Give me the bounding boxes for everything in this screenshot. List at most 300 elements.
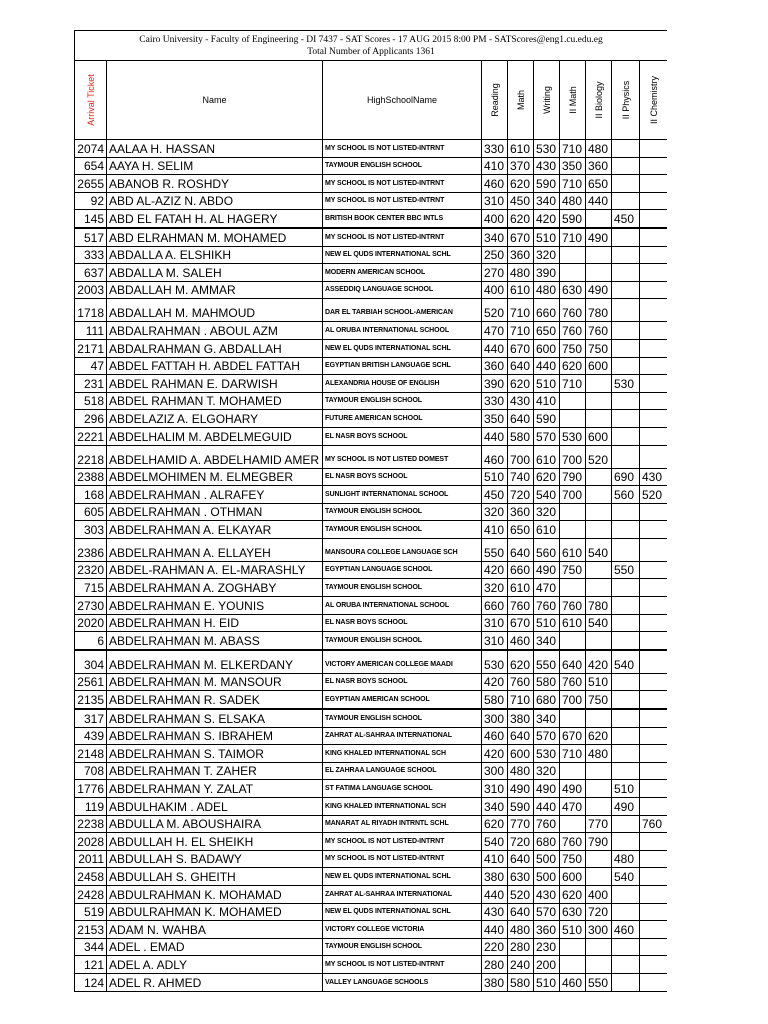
- ticket-cell: 519: [75, 903, 107, 921]
- table-row: [75, 445, 668, 468]
- writing-cell: 660: [534, 299, 560, 322]
- ii-math-cell: 670: [560, 727, 586, 745]
- ii-chemistry-cell: [640, 903, 668, 921]
- table-row: [75, 210, 668, 228]
- ii-biology-cell: 400: [586, 885, 612, 903]
- reading-cell: 340: [482, 228, 508, 246]
- school-cell: MY SCHOOL IS NOT LISTED-INTRNT: [323, 192, 482, 210]
- writing-cell: 760: [534, 597, 560, 615]
- school-cell: SUNLIGHT INTERNATIONAL SCHOOL: [323, 486, 482, 504]
- writing-cell: 760: [534, 815, 560, 833]
- name-cell: ABDALLA A. ELSHIKH: [107, 246, 323, 264]
- ii-chemistry-cell: [640, 392, 668, 410]
- name-cell: ABDULHAKIM . ADEL: [107, 798, 323, 816]
- ii-physics-cell: [612, 503, 640, 521]
- ii-physics-cell: [612, 973, 640, 991]
- table-row: [75, 614, 668, 632]
- math-cell: 620: [508, 375, 534, 393]
- ii-math-cell: 530: [560, 427, 586, 445]
- name-cell: ABDALRAHMAN . ABOUL AZM: [107, 322, 323, 340]
- name-cell: ABDULLAH S. BADAWY: [107, 850, 323, 868]
- math-cell: 670: [508, 228, 534, 246]
- reading-cell: 470: [482, 322, 508, 340]
- ticket-cell: 439: [75, 727, 107, 745]
- writing-cell: 320: [534, 762, 560, 780]
- school-cell: KING KHALED INTERNATIONAL SCH: [323, 798, 482, 816]
- ii-biology-cell: 490: [586, 281, 612, 299]
- table-row: [75, 973, 668, 991]
- table-row: [75, 357, 668, 375]
- ii-math-cell: 700: [560, 486, 586, 504]
- ii-chemistry-cell: [640, 938, 668, 956]
- ii-chemistry-cell: [640, 614, 668, 632]
- table-row: [75, 815, 668, 833]
- school-cell: MY SCHOOL IS NOT LISTED-INTRNT: [323, 850, 482, 868]
- ii-biology-cell: [586, 410, 612, 428]
- math-cell: 480: [508, 762, 534, 780]
- ii-biology-cell: [586, 246, 612, 264]
- ii-biology-cell: 770: [586, 815, 612, 833]
- school-cell: ST FATIMA LANGUAGE SCHOOL: [323, 780, 482, 798]
- ii-physics-cell: 690: [612, 468, 640, 486]
- table-row: [75, 632, 668, 650]
- col-ii-biology: II Biology: [586, 61, 612, 140]
- reading-cell: 360: [482, 357, 508, 375]
- ticket-cell: 303: [75, 521, 107, 539]
- ii-math-cell: [560, 709, 586, 727]
- name-cell: ABDEL RAHMAN E. DARWISH: [107, 375, 323, 393]
- ii-chemistry-cell: 760: [640, 815, 668, 833]
- table-row: [75, 175, 668, 193]
- ii-chemistry-cell: [640, 727, 668, 745]
- writing-cell: 620: [534, 468, 560, 486]
- ii-chemistry-cell: [640, 597, 668, 615]
- ii-chemistry-cell: [640, 691, 668, 709]
- ii-biology-cell: 300: [586, 921, 612, 939]
- ii-math-cell: [560, 632, 586, 650]
- name-cell: ABDULLAH S. GHEITH: [107, 868, 323, 886]
- writing-cell: 470: [534, 579, 560, 597]
- ii-biology-cell: [586, 486, 612, 504]
- math-cell: 590: [508, 798, 534, 816]
- school-cell: AL ORUBA INTERNATIONAL SCHOOL: [323, 322, 482, 340]
- ii-chemistry-cell: [640, 228, 668, 246]
- ticket-cell: 2003: [75, 281, 107, 299]
- ticket-cell: 121: [75, 956, 107, 974]
- ticket-cell: 2730: [75, 597, 107, 615]
- name-cell: ABDELRAHMAN R. SADEK: [107, 691, 323, 709]
- ii-biology-cell: 750: [586, 339, 612, 357]
- ii-biology-cell: 620: [586, 727, 612, 745]
- ii-physics-cell: 480: [612, 850, 640, 868]
- reading-cell: 280: [482, 956, 508, 974]
- ii-biology-cell: [586, 956, 612, 974]
- report-title: [75, 31, 668, 61]
- reading-cell: 440: [482, 427, 508, 445]
- writing-cell: 600: [534, 339, 560, 357]
- ticket-cell: 119: [75, 798, 107, 816]
- math-cell: 650: [508, 521, 534, 539]
- ticket-cell: 47: [75, 357, 107, 375]
- ii-chemistry-cell: [640, 709, 668, 727]
- reading-cell: 550: [482, 538, 508, 561]
- reading-cell: 340: [482, 798, 508, 816]
- school-cell: EL NASR BOYS SCHOOL: [323, 468, 482, 486]
- name-cell: AALAA H. HASSAN: [107, 140, 323, 158]
- name-cell: ABDULRAHMAN K. MOHAMED: [107, 903, 323, 921]
- reading-cell: 620: [482, 815, 508, 833]
- ii-chemistry-cell: [640, 339, 668, 357]
- table-row: [75, 228, 668, 246]
- writing-cell: 490: [534, 780, 560, 798]
- writing-cell: 420: [534, 210, 560, 228]
- ii-math-cell: [560, 410, 586, 428]
- ii-biology-cell: [586, 521, 612, 539]
- table-row: [75, 299, 668, 322]
- ii-math-cell: [560, 264, 586, 282]
- ii-biology-cell: 420: [586, 650, 612, 674]
- ii-chemistry-cell: [640, 850, 668, 868]
- ii-biology-cell: [586, 709, 612, 727]
- name-cell: ADEL R. AHMED: [107, 973, 323, 991]
- ii-chemistry-cell: [640, 762, 668, 780]
- writing-cell: 530: [534, 140, 560, 158]
- writing-cell: 510: [534, 375, 560, 393]
- ii-biology-cell: [586, 579, 612, 597]
- name-cell: ABDULLAH H. EL SHEIKH: [107, 833, 323, 851]
- writing-cell: 550: [534, 650, 560, 674]
- ticket-cell: 2238: [75, 815, 107, 833]
- reading-cell: 440: [482, 339, 508, 357]
- ii-physics-cell: [612, 299, 640, 322]
- writing-cell: 230: [534, 938, 560, 956]
- scores-table: [74, 30, 667, 992]
- ii-chemistry-cell: [640, 780, 668, 798]
- math-cell: 460: [508, 632, 534, 650]
- ticket-cell: 2320: [75, 561, 107, 579]
- ii-physics-cell: [612, 392, 640, 410]
- school-cell: MY SCHOOL IS NOT LISTED-INTRNT: [323, 228, 482, 246]
- reading-cell: 320: [482, 503, 508, 521]
- ii-physics-cell: [612, 228, 640, 246]
- reading-cell: 220: [482, 938, 508, 956]
- column-header-row: [75, 61, 668, 140]
- ii-biology-cell: 440: [586, 192, 612, 210]
- reading-cell: 420: [482, 673, 508, 691]
- name-cell: ABDALLAH M. AMMAR: [107, 281, 323, 299]
- ii-chemistry-cell: [640, 650, 668, 674]
- math-cell: 600: [508, 745, 534, 763]
- ii-math-cell: [560, 579, 586, 597]
- ii-chemistry-cell: 520: [640, 486, 668, 504]
- ii-physics-cell: [612, 175, 640, 193]
- ii-physics-cell: [612, 281, 640, 299]
- writing-cell: 490: [534, 561, 560, 579]
- ii-biology-cell: 600: [586, 427, 612, 445]
- school-cell: NEW EL QUDS INTERNATIONAL SCHL: [323, 246, 482, 264]
- math-cell: 620: [508, 175, 534, 193]
- name-cell: ADAM N. WAHBA: [107, 921, 323, 939]
- ii-math-cell: 620: [560, 357, 586, 375]
- col-writing: Writing: [534, 61, 560, 140]
- school-cell: DAR EL TARBIAH SCHOOL-AMERICAN: [323, 299, 482, 322]
- table-row: [75, 264, 668, 282]
- ticket-cell: 1718: [75, 299, 107, 322]
- ii-math-cell: 630: [560, 281, 586, 299]
- math-cell: 670: [508, 339, 534, 357]
- ii-biology-cell: [586, 798, 612, 816]
- table-row: [75, 597, 668, 615]
- name-cell: ABDELRAHMAN . OTHMAN: [107, 503, 323, 521]
- ticket-cell: 2020: [75, 614, 107, 632]
- name-cell: ABDELRAHMAN H. EID: [107, 614, 323, 632]
- math-cell: 370: [508, 157, 534, 175]
- ii-biology-cell: [586, 264, 612, 282]
- ticket-cell: 2074: [75, 140, 107, 158]
- school-cell: AL ORUBA INTERNATIONAL SCHOOL: [323, 597, 482, 615]
- ii-math-cell: [560, 815, 586, 833]
- ii-math-cell: 710: [560, 175, 586, 193]
- math-cell: 610: [508, 140, 534, 158]
- ii-physics-cell: [612, 357, 640, 375]
- ii-physics-cell: [612, 246, 640, 264]
- ii-chemistry-cell: [640, 357, 668, 375]
- school-cell: MY SCHOOL IS NOT LISTED-INTRNT: [323, 833, 482, 851]
- math-cell: 630: [508, 868, 534, 886]
- table-row: [75, 745, 668, 763]
- ii-biology-cell: [586, 375, 612, 393]
- ii-math-cell: 600: [560, 868, 586, 886]
- ii-chemistry-cell: [640, 140, 668, 158]
- table-row: [75, 921, 668, 939]
- ii-chemistry-cell: [640, 521, 668, 539]
- table-row: [75, 833, 668, 851]
- math-cell: 760: [508, 673, 534, 691]
- writing-cell: 360: [534, 921, 560, 939]
- school-cell: ALEXANDRIA HOUSE OF ENGLISH: [323, 375, 482, 393]
- ticket-cell: 2428: [75, 885, 107, 903]
- ii-chemistry-cell: [640, 561, 668, 579]
- name-cell: ABDELRAHMAN Y. ZALAT: [107, 780, 323, 798]
- reading-cell: 530: [482, 650, 508, 674]
- writing-cell: 610: [534, 445, 560, 468]
- writing-cell: 680: [534, 691, 560, 709]
- writing-cell: 570: [534, 427, 560, 445]
- ii-chemistry-cell: [640, 632, 668, 650]
- col-arrival-ticket: Arrival Ticket: [75, 61, 107, 140]
- ii-chemistry-cell: [640, 445, 668, 468]
- table-row: [75, 410, 668, 428]
- reading-cell: 300: [482, 709, 508, 727]
- ii-math-cell: 350: [560, 157, 586, 175]
- ticket-cell: 333: [75, 246, 107, 264]
- ii-chemistry-cell: [640, 410, 668, 428]
- ii-math-cell: 760: [560, 322, 586, 340]
- ii-math-cell: 710: [560, 140, 586, 158]
- ii-biology-cell: [586, 780, 612, 798]
- ii-physics-cell: [612, 427, 640, 445]
- ii-physics-cell: [612, 192, 640, 210]
- ii-physics-cell: [612, 579, 640, 597]
- ticket-cell: 715: [75, 579, 107, 597]
- writing-cell: 200: [534, 956, 560, 974]
- table-row: [75, 375, 668, 393]
- school-cell: TAYMOUR ENGLISH SCHOOL: [323, 521, 482, 539]
- ii-math-cell: [560, 392, 586, 410]
- ii-physics-cell: [612, 762, 640, 780]
- ii-biology-cell: 540: [586, 538, 612, 561]
- ii-math-cell: 760: [560, 833, 586, 851]
- table-row: [75, 850, 668, 868]
- ii-physics-cell: [612, 339, 640, 357]
- ii-physics-cell: [612, 938, 640, 956]
- ii-physics-cell: [612, 903, 640, 921]
- ii-chemistry-cell: [640, 579, 668, 597]
- ii-chemistry-cell: [640, 192, 668, 210]
- reading-cell: 460: [482, 175, 508, 193]
- ii-physics-cell: [612, 673, 640, 691]
- name-cell: ABDALLA M. SALEH: [107, 264, 323, 282]
- ii-chemistry-cell: [640, 503, 668, 521]
- math-cell: 380: [508, 709, 534, 727]
- name-cell: ABDALLAH M. MAHMOUD: [107, 299, 323, 322]
- ticket-cell: 6: [75, 632, 107, 650]
- writing-cell: 340: [534, 632, 560, 650]
- name-cell: AAYA H. SELIM: [107, 157, 323, 175]
- writing-cell: 320: [534, 246, 560, 264]
- table-row: [75, 727, 668, 745]
- reading-cell: 450: [482, 486, 508, 504]
- math-cell: 360: [508, 246, 534, 264]
- ticket-cell: 1776: [75, 780, 107, 798]
- table-row: [75, 650, 668, 674]
- name-cell: ABDELHALIM M. ABDELMEGUID: [107, 427, 323, 445]
- reading-cell: 420: [482, 745, 508, 763]
- ii-biology-cell: [586, 210, 612, 228]
- math-cell: 640: [508, 850, 534, 868]
- ii-chemistry-cell: [640, 538, 668, 561]
- ii-biology-cell: 600: [586, 357, 612, 375]
- ii-biology-cell: [586, 468, 612, 486]
- math-cell: 580: [508, 973, 534, 991]
- ticket-cell: 145: [75, 210, 107, 228]
- ii-physics-cell: [612, 885, 640, 903]
- ii-chemistry-cell: [640, 427, 668, 445]
- ii-chemistry-cell: [640, 246, 668, 264]
- reading-cell: 330: [482, 140, 508, 158]
- col-math: Math: [508, 61, 534, 140]
- reading-cell: 310: [482, 780, 508, 798]
- school-cell: VICTORY AMERICAN COLLEGE MAADI: [323, 650, 482, 674]
- ii-math-cell: 460: [560, 973, 586, 991]
- ticket-cell: 2218: [75, 445, 107, 468]
- col-name: Name: [107, 61, 323, 140]
- reading-cell: 400: [482, 281, 508, 299]
- table-row: [75, 956, 668, 974]
- math-cell: 720: [508, 486, 534, 504]
- math-cell: 740: [508, 468, 534, 486]
- ii-physics-cell: [612, 745, 640, 763]
- reading-cell: 380: [482, 973, 508, 991]
- table-row: [75, 339, 668, 357]
- table-row: [75, 579, 668, 597]
- school-cell: EL NASR BOYS SCHOOL: [323, 614, 482, 632]
- ticket-cell: 344: [75, 938, 107, 956]
- school-cell: NEW EL QUDS INTERNATIONAL SCHL: [323, 868, 482, 886]
- ii-physics-cell: [612, 410, 640, 428]
- ticket-cell: 2386: [75, 538, 107, 561]
- reading-cell: 350: [482, 410, 508, 428]
- school-cell: TAYMOUR ENGLISH SCHOOL: [323, 632, 482, 650]
- school-cell: TAYMOUR ENGLISH SCHOOL: [323, 157, 482, 175]
- ii-biology-cell: [586, 632, 612, 650]
- ii-biology-cell: [586, 938, 612, 956]
- ii-physics-cell: [612, 691, 640, 709]
- writing-cell: 510: [534, 228, 560, 246]
- ii-physics-cell: [612, 632, 640, 650]
- ticket-cell: 317: [75, 709, 107, 727]
- writing-cell: 650: [534, 322, 560, 340]
- ii-physics-cell: 550: [612, 561, 640, 579]
- writing-cell: 680: [534, 833, 560, 851]
- ii-biology-cell: 650: [586, 175, 612, 193]
- table-row: [75, 246, 668, 264]
- school-cell: TAYMOUR ENGLISH SCHOOL: [323, 579, 482, 597]
- ticket-cell: 2135: [75, 691, 107, 709]
- table-row: [75, 503, 668, 521]
- ii-chemistry-cell: [640, 673, 668, 691]
- ii-math-cell: 480: [560, 192, 586, 210]
- ii-biology-cell: 540: [586, 614, 612, 632]
- math-cell: 620: [508, 210, 534, 228]
- ii-physics-cell: [612, 157, 640, 175]
- writing-cell: 610: [534, 521, 560, 539]
- name-cell: ABDELRAHMAN A. ZOGHABY: [107, 579, 323, 597]
- writing-cell: 320: [534, 503, 560, 521]
- school-cell: TAYMOUR ENGLISH SCHOOL: [323, 392, 482, 410]
- math-cell: 640: [508, 727, 534, 745]
- name-cell: ABDULRAHMAN K. MOHAMAD: [107, 885, 323, 903]
- ii-physics-cell: [612, 815, 640, 833]
- school-cell: MODERN AMERICAN SCHOOL: [323, 264, 482, 282]
- ii-chemistry-cell: [640, 973, 668, 991]
- school-cell: VICTORY COLLEGE VICTORIA: [323, 921, 482, 939]
- table-row: [75, 903, 668, 921]
- col-ii-physics: II Physics: [612, 61, 640, 140]
- ii-math-cell: 790: [560, 468, 586, 486]
- ii-math-cell: [560, 521, 586, 539]
- report-title-line2: Total Number of Applicants 1361: [307, 46, 435, 57]
- report-title-line1: Cairo University - Faculty of Engineering - DI 7437 - SAT Scores - 17 AUG 2015 8:00 PM - SATScores@eng1.cu.edu.eg: [139, 34, 603, 45]
- name-cell: ABDELRAHMAN A. ELKAYAR: [107, 521, 323, 539]
- reading-cell: 410: [482, 157, 508, 175]
- ii-chemistry-cell: [640, 157, 668, 175]
- ii-biology-cell: 480: [586, 140, 612, 158]
- school-cell: EGYPTIAN AMERICAN SCHOOL: [323, 691, 482, 709]
- writing-cell: 340: [534, 709, 560, 727]
- ii-physics-cell: 460: [612, 921, 640, 939]
- math-cell: 610: [508, 281, 534, 299]
- math-cell: 720: [508, 833, 534, 851]
- table-row: [75, 691, 668, 709]
- math-cell: 480: [508, 921, 534, 939]
- table-row: [75, 140, 668, 158]
- school-cell: TAYMOUR ENGLISH SCHOOL: [323, 709, 482, 727]
- ii-physics-cell: [612, 521, 640, 539]
- name-cell: ABDELRAHMAN A. ELLAYEH: [107, 538, 323, 561]
- school-cell: TAYMOUR ENGLISH SCHOOL: [323, 503, 482, 521]
- math-cell: 660: [508, 561, 534, 579]
